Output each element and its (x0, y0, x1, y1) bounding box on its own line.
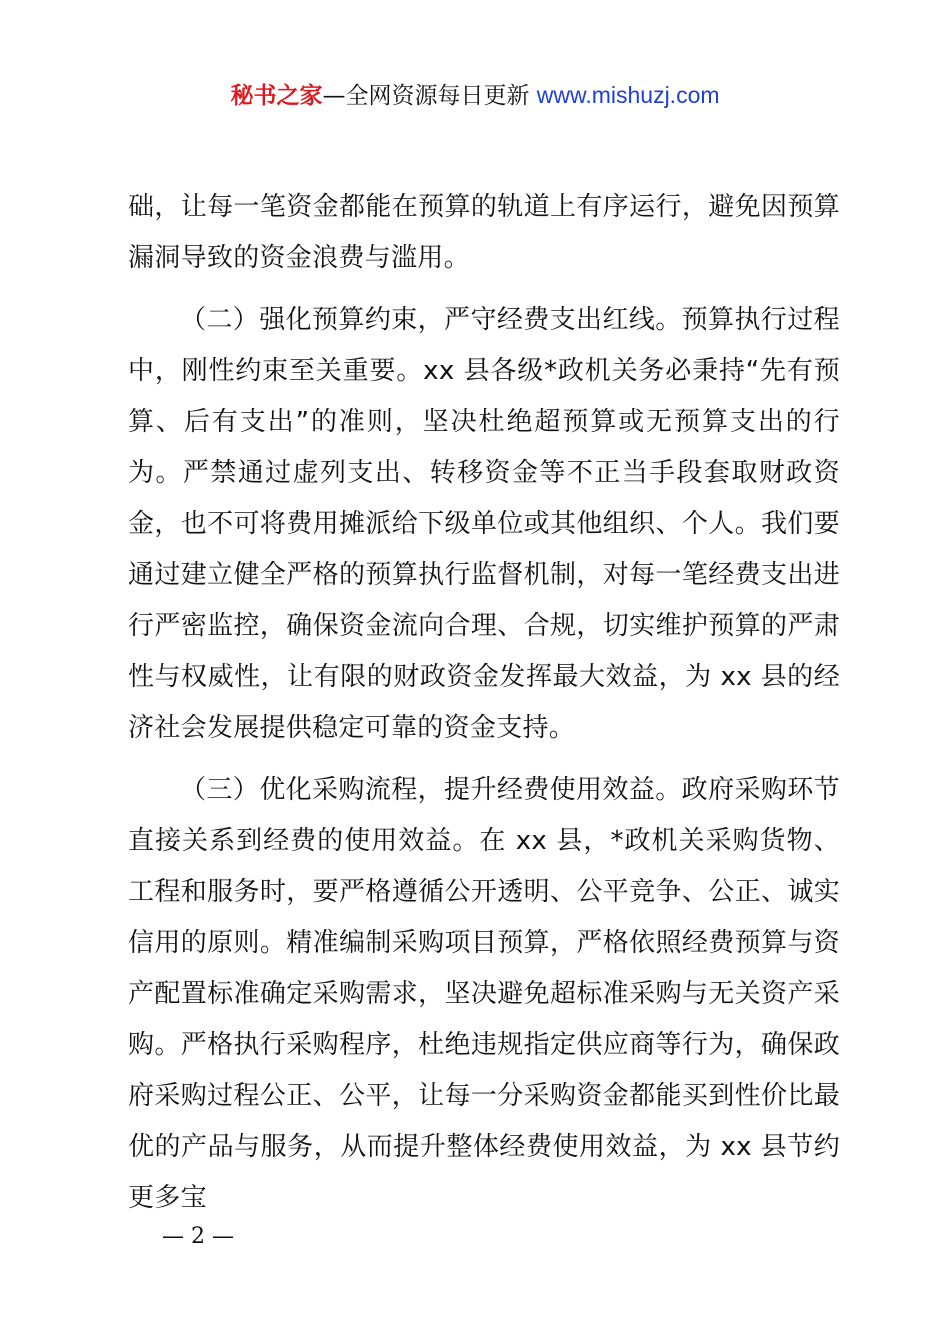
page-number: — 2 — (162, 1224, 234, 1249)
document-body (128, 182, 840, 1224)
site-header (0, 78, 950, 113)
paragraph-section-3: （三）优化采购流程，提升经费使用效益。政府采购环节直接关系到经费的使用效益。在 xx 县，*政机关采购货物、工程和服务时，要严格遵循公开透明、公平竞争、公正、诚实信用的原则。精准编制采购项目预算，严格依照经费预算与资产配置标准确定采购需求，坚决避免超标准采购与无关资产采购。严格执行采购程序，杜绝违规指定供应商等行为，确保政府采购过程公正、公平，让每一分采购资金都能买到性价比最优的产品与服务，从而提升整体经费使用效益，为 xx 县节约更多宝 (128, 775, 840, 1213)
paragraph-continuation: 础，让每一笔资金都能在预算的轨道上有序运行，避免因预算漏洞导致的资金浪费与滥用。 (128, 192, 840, 273)
paragraph-section-2: （二）强化预算约束，严守经费支出红线。预算执行过程中，刚性约束至关重要。xx 县各级*政机关务必秉持“先有预算、后有支出”的准则，坚决杜绝超预算或无预算支出的行为。严禁通过虚列支出、转移资金等不正当手段套取财政资金，也不可将费用摊派给下级单位或其他组织、个人。我们要通过建立健全严格的预算执行监督机制，对每一笔经费支出进行严密监控，确保资金流向合理、合规，切实维护预算的严肃性与权威性，让有限的财政资金发挥最大效益，为 xx 县的经济社会发展提供稳定可靠的资金支持。 (128, 305, 840, 743)
site-brand: 秘书之家 (230, 83, 323, 109)
site-tagline: —全网资源每日更新 (322, 83, 530, 109)
site-url[interactable]: www.mishuzj.com (536, 82, 720, 108)
